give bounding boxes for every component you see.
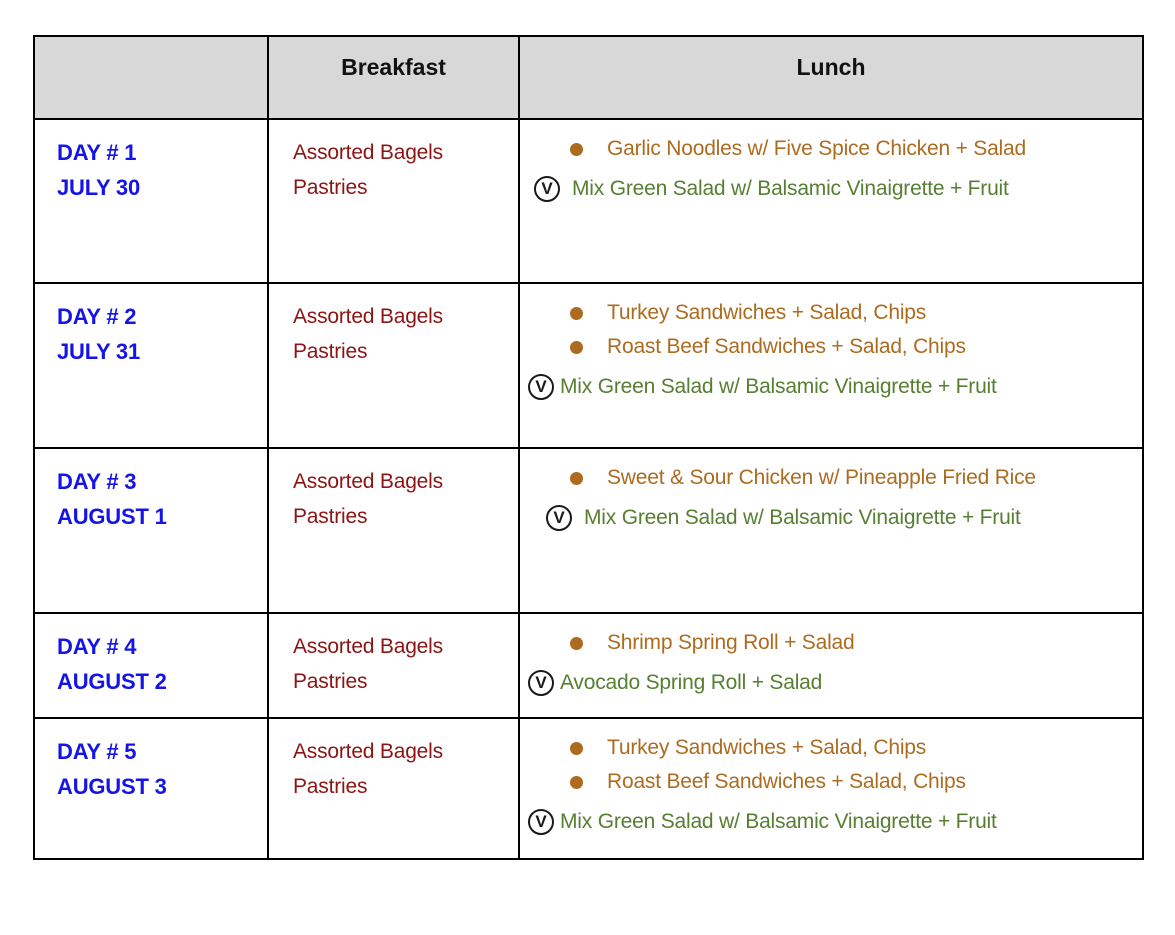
- day-label: DAY # 1: [57, 140, 137, 165]
- breakfast-line: Pastries: [293, 340, 368, 363]
- entree-label: Sweet & Sour Chicken w/ Pineapple Fried Rice: [607, 466, 1036, 489]
- bullet-icon: [570, 776, 583, 789]
- veg-label: Mix Green Salad w/ Balsamic Vinaigrette + Fruit: [584, 506, 1021, 529]
- breakfast-cell: [268, 718, 519, 859]
- lunch-cell: [519, 613, 1143, 718]
- header-cell-day: [34, 36, 268, 119]
- breakfast-line: Assorted Bagels: [293, 470, 443, 493]
- breakfast-line: Pastries: [293, 775, 368, 798]
- bullet-icon: [570, 143, 583, 156]
- bullet-icon: [570, 472, 583, 485]
- day-cell: [34, 718, 268, 859]
- lunch-cell: [519, 119, 1143, 283]
- date-label: JULY 31: [57, 339, 141, 364]
- bullet-icon: [570, 341, 583, 354]
- veg-label: Mix Green Salad w/ Balsamic Vinaigrette + Fruit: [560, 375, 997, 398]
- entree-label: Turkey Sandwiches + Salad, Chips: [607, 301, 927, 324]
- day-cell: [34, 448, 268, 613]
- day-cell: [34, 613, 268, 718]
- bullet-icon: [570, 637, 583, 650]
- entree-item: [520, 731, 1136, 765]
- breakfast-line: Pastries: [293, 176, 368, 199]
- lunch-cell: [519, 283, 1143, 448]
- table-row: [34, 448, 1143, 613]
- header-row: [34, 36, 1143, 119]
- entree-label: Turkey Sandwiches + Salad, Chips: [607, 736, 927, 759]
- breakfast-line: Assorted Bagels: [293, 141, 443, 164]
- entree-item: [520, 765, 1136, 799]
- veg-item: [520, 374, 1136, 400]
- entree-item: [520, 330, 1136, 364]
- veg-label: Avocado Spring Roll + Salad: [560, 671, 823, 694]
- bullet-icon: [570, 307, 583, 320]
- breakfast-line: Pastries: [293, 670, 368, 693]
- vegetarian-icon: V: [528, 670, 554, 696]
- breakfast-cell: [268, 119, 519, 283]
- entree-label: Roast Beef Sandwiches + Salad, Chips: [607, 770, 966, 793]
- entree-label: Garlic Noodles w/ Five Spice Chicken + Salad: [607, 137, 1026, 160]
- entree-label: Shrimp Spring Roll + Salad: [607, 631, 855, 654]
- veg-item: [520, 176, 1136, 202]
- veg-item: [520, 670, 1136, 696]
- breakfast-cell: [268, 448, 519, 613]
- breakfast-line: Assorted Bagels: [293, 740, 443, 763]
- date-label: AUGUST 3: [57, 774, 167, 799]
- entree-item: [520, 296, 1136, 330]
- day-label: DAY # 5: [57, 739, 137, 764]
- date-label: AUGUST 1: [57, 504, 167, 529]
- day-cell: [34, 283, 268, 448]
- vegetarian-icon: V: [546, 505, 572, 531]
- date-label: JULY 30: [57, 175, 141, 200]
- table-row: [34, 613, 1143, 718]
- date-label: AUGUST 2: [57, 669, 167, 694]
- table-row: [34, 718, 1143, 859]
- day-cell: [34, 119, 268, 283]
- entree-item: [520, 132, 1136, 166]
- bullet-icon: [570, 742, 583, 755]
- veg-item: [520, 809, 1136, 835]
- vegetarian-icon: V: [528, 809, 554, 835]
- veg-item: [520, 505, 1136, 531]
- day-label: DAY # 4: [57, 634, 137, 659]
- breakfast-line: Assorted Bagels: [293, 305, 443, 328]
- breakfast-cell: [268, 613, 519, 718]
- header-cell-breakfast: Breakfast: [268, 36, 519, 119]
- meal-menu-table: [33, 35, 1144, 860]
- veg-label: Mix Green Salad w/ Balsamic Vinaigrette + Fruit: [572, 177, 1009, 200]
- entree-label: Roast Beef Sandwiches + Salad, Chips: [607, 335, 966, 358]
- vegetarian-icon: V: [534, 176, 560, 202]
- lunch-cell: [519, 718, 1143, 859]
- entree-item: [520, 626, 1136, 660]
- vegetarian-icon: V: [528, 374, 554, 400]
- breakfast-cell: [268, 283, 519, 448]
- veg-label: Mix Green Salad w/ Balsamic Vinaigrette + Fruit: [560, 810, 997, 833]
- day-label: DAY # 3: [57, 469, 137, 494]
- header-cell-lunch: Lunch: [519, 36, 1143, 119]
- day-label: DAY # 2: [57, 304, 137, 329]
- breakfast-line: Pastries: [293, 505, 368, 528]
- table-row: [34, 283, 1143, 448]
- lunch-cell: [519, 448, 1143, 613]
- entree-item: [520, 461, 1136, 495]
- breakfast-line: Assorted Bagels: [293, 635, 443, 658]
- table-row: [34, 119, 1143, 283]
